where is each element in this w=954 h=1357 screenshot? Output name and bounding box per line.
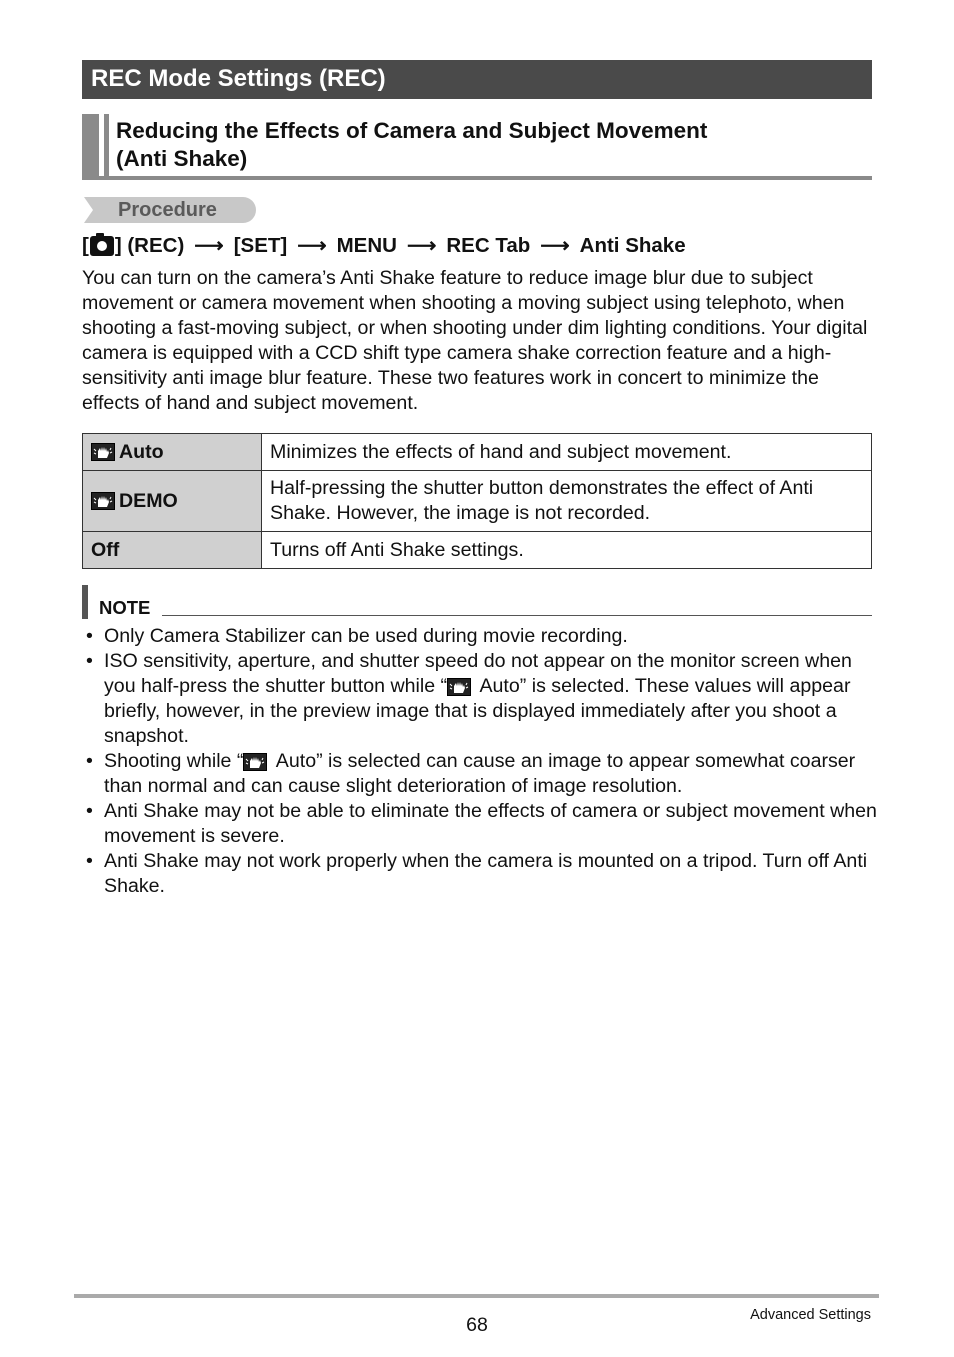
path-step-menu: MENU [336,234,397,257]
procedure-label: Procedure [118,199,217,221]
list-item: • ISO sensitivity, aperture, and shutter speed do not appear on the monitor screen when you half-press the shutter button while “ Auto” is selected. These values will appear briefly, however, in the preview image that is displayed immediately after you shoot a snapshot. [86,650,852,747]
anti-shake-icon [91,443,115,461]
anti-shake-icon [243,753,267,771]
list-item: • Anti Shake may not be able to eliminate the effects of camera or subject movement when movement is severe. [86,800,877,847]
list-item: • Only Camera Stabilizer can be used during movie recording. [86,625,628,647]
subheading-bar-thick [82,114,99,176]
procedure-tag [84,197,256,223]
note-bar [82,585,88,619]
notes-list [82,624,877,899]
bullet: • [86,750,93,772]
anti-shake-icon [91,492,115,510]
bullet: • [86,650,93,672]
anti-shake-icon [447,678,471,696]
footer-divider [74,1294,879,1298]
setting-desc: Half-pressing the shutter button demonstrates the effect of Anti Shake. However, the image is not recorded. [262,471,872,532]
section-title-bar [82,60,872,99]
path-step-anti-shake: Anti Shake [579,234,686,257]
setting-key: Auto [83,434,262,471]
section-title: REC Mode Settings (REC) [91,65,386,92]
page-number: 68 [466,1314,488,1336]
list-item: • Anti Shake may not work properly when the camera is mounted on a tripod. Turn off Anti Shake. [86,850,868,897]
bullet: • [86,625,93,647]
setting-desc: Minimizes the effects of hand and subject movement. [262,434,872,471]
setting-key: Off [83,532,262,569]
arrow-right-icon: ⟶ [194,234,224,257]
settings-table [82,433,872,569]
procedure-path: [ ] (REC) ⟶ [SET] ⟶ MENU ⟶ REC Tab ⟶ Anti Shake [82,232,686,260]
arrow-right-icon: ⟶ [406,234,437,257]
table-row [83,532,872,569]
arrow-right-icon: ⟶ [540,234,570,257]
arrow-right-icon: ⟶ [297,234,327,257]
table-row [83,434,872,471]
camera-icon [90,236,114,256]
subheading-text: Reducing the Effects of Camera and Subject Movement (Anti Shake) [116,118,708,171]
intro-paragraph: You can turn on the camera’s Anti Shake feature to reduce image blur due to subject movement or camera movement when shooting a moving subject using telephoto, when shooting a fast-moving subject, or when shooting under dim lighting conditions. Your digital camera is equipped with a CCD shift type camera shake correction feature and a high-sensitivity anti image blur feature. These two features work in concert to minimize the effects of hand and subject movement. [82,267,868,414]
bullet: • [86,850,93,872]
procedure-notch [84,197,93,223]
subheading-bar-thin [104,114,109,176]
note-divider [162,615,872,616]
bullet: • [86,800,93,822]
setting-key: DEMO [83,471,262,532]
list-item: • Shooting while “ Auto” is selected can cause an image to appear somewhat coarser than normal and can cause slight deterioration of image resolution. [86,750,856,797]
subheading [82,114,872,180]
note-label: NOTE [99,597,151,618]
table-row [83,471,872,532]
setting-desc: Turns off Anti Shake settings. [262,532,872,569]
note-header [82,585,872,619]
footer-section-name: Advanced Settings [750,1307,871,1323]
path-step-rec-tab: REC Tab [446,234,531,257]
path-step-set: [SET] [233,234,288,257]
